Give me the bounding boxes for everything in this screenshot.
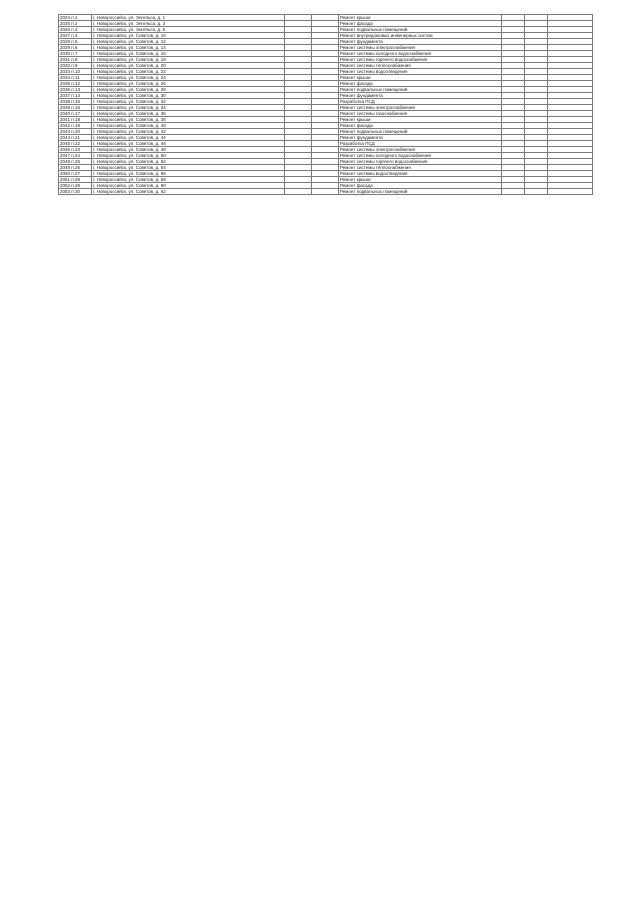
end-year-cell [525, 189, 548, 195]
work-type-cell: Ремонт системы водоотведения [339, 69, 502, 75]
address-cell: г. Новороссийск, ул. Советов, д. 34 [92, 105, 285, 111]
work-type-cell: Ремонт фундамента [339, 135, 502, 141]
row-number-cell: 2038 п.15 [59, 99, 92, 105]
row-number-cell: 2033 п.10 [59, 69, 92, 75]
row-number-cell: 2024 п.1 [59, 15, 92, 21]
work-type-cell: Ремонт крыши [339, 15, 502, 21]
address-cell: г. Новороссийск, ул. Советов, д. 10 [92, 33, 285, 39]
address-cell: г. Новороссийск, ул. Советов, д. 24 [92, 75, 285, 81]
row-number-cell: 2040 п.17 [59, 111, 92, 117]
work-type-cell: Ремонт внутридомовых инженерных систем [339, 33, 502, 39]
row-number-cell: 2039 п.16 [59, 105, 92, 111]
address-cell: г. Новороссийск, ул. Советов, д. 48 [92, 147, 285, 153]
year-commissioned-cell [312, 189, 339, 195]
address-cell: г. Новороссийск, ул. Советов, д. 26 [92, 81, 285, 87]
table-row [59, 189, 593, 195]
address-cell: г. Новороссийск, ул. Советов, д. 20 [92, 63, 285, 69]
work-type-cell: Ремонт системы газоснабжения [339, 111, 502, 117]
row-number-cell: 2029 п.6 [59, 45, 92, 51]
work-type-cell: Ремонт подвальных помещений [339, 87, 502, 93]
row-number-cell: 2048 п.25 [59, 159, 92, 165]
work-type-cell: Ремонт системы электроснабжения [339, 105, 502, 111]
address-cell: г. Новороссийск, ул. Советов, д. 40 [92, 123, 285, 129]
work-type-cell: Ремонт фундамента [339, 93, 502, 99]
work-type-cell: Ремонт подвальных помещений [339, 189, 502, 195]
work-type-cell: Ремонт крыши [339, 117, 502, 123]
row-number-cell: 2034 п.11 [59, 75, 92, 81]
address-cell: г. Новороссийск, ул. Советов, д. 60 [92, 183, 285, 189]
address-cell: г. Новороссийск, ул. Советов, д. 56 [92, 171, 285, 177]
row-number-cell: 2028 п.5 [59, 39, 92, 45]
work-type-cell: Ремонт системы холодного водоснабжения [339, 51, 502, 57]
register-table-body [59, 15, 593, 195]
work-type-cell: Ремонт подвальных помещений [339, 27, 502, 33]
row-number-cell: 2043 п.20 [59, 129, 92, 135]
address-cell: г. Новороссийск, ул. Советов, д. 28 [92, 87, 285, 93]
row-number-cell: 2025 п.2 [59, 21, 92, 27]
address-cell: г. Новороссийск, ул. Советов, д. 52 [92, 159, 285, 165]
work-type-cell: Ремонт системы холодного водоснабжения [339, 153, 502, 159]
row-number-cell: 2052 п.29 [59, 183, 92, 189]
row-number-cell: 2031 п.8 [59, 57, 92, 63]
row-number-cell: 2027 п.4 [59, 33, 92, 39]
address-cell: г. Новороссийск, ул. Советов, д. 46 [92, 141, 285, 147]
row-number-cell: 2042 п.19 [59, 123, 92, 129]
register-table [58, 14, 593, 195]
address-cell: г. Новороссийск, ул. Энгельса, д. 5 [92, 27, 285, 33]
year-built-cell [285, 189, 312, 195]
address-cell: г. Новороссийск, ул. Энгельса, д. 1 [92, 15, 285, 21]
work-type-cell: Разработка ПСД [339, 141, 502, 147]
address-cell: г. Новороссийск, ул. Советов, д. 14 [92, 45, 285, 51]
address-cell: г. Новороссийск, ул. Советов, д. 22 [92, 69, 285, 75]
work-type-cell: Ремонт фасада [339, 183, 502, 189]
work-type-cell: Ремонт фасада [339, 21, 502, 27]
address-cell: г. Новороссийск, ул. Советов, д. 44 [92, 135, 285, 141]
row-number-cell: 2049 п.26 [59, 165, 92, 171]
work-type-cell: Ремонт системы горячего водоснабжения [339, 159, 502, 165]
register-sheet [58, 14, 580, 195]
row-number-cell: 2050 п.27 [59, 171, 92, 177]
row-number-cell: 2044 п.21 [59, 135, 92, 141]
row-number-cell: 2053 п.30 [59, 189, 92, 195]
work-type-cell: Ремонт фундамента [339, 39, 502, 45]
row-number-cell: 2037 п.14 [59, 93, 92, 99]
address-cell: г. Новороссийск, ул. Советов, д. 62 [92, 189, 285, 195]
address-cell: г. Новороссийск, ул. Советов, д. 36 [92, 111, 285, 117]
address-cell: г. Новороссийск, ул. Советов, д. 50 [92, 153, 285, 159]
work-type-cell: Ремонт фасада [339, 81, 502, 87]
address-cell: г. Новороссийск, ул. Советов, д. 12 [92, 39, 285, 45]
address-cell: г. Новороссийск, ул. Советов, д. 16 [92, 51, 285, 57]
row-number-cell: 2035 п.12 [59, 81, 92, 87]
address-cell: г. Новороссийск, ул. Советов, д. 38 [92, 117, 285, 123]
row-number-cell: 2032 п.9 [59, 63, 92, 69]
row-number-cell: 2041 п.18 [59, 117, 92, 123]
work-type-cell: Ремонт системы водоотведения [339, 171, 502, 177]
work-type-cell: Ремонт системы электроснабжения [339, 45, 502, 51]
work-type-cell: Ремонт системы электроснабжения [339, 147, 502, 153]
address-cell: г. Новороссийск, ул. Советов, д. 54 [92, 165, 285, 171]
work-type-cell: Ремонт системы горячего водоснабжения [339, 57, 502, 63]
row-number-cell: 2036 п.13 [59, 87, 92, 93]
address-cell: г. Новороссийск, ул. Советов, д. 32 [92, 99, 285, 105]
work-type-cell: Ремонт системы теплоснабжения [339, 63, 502, 69]
address-cell: г. Новороссийск, ул. Советов, д. 30 [92, 93, 285, 99]
work-type-cell: Разработка ПСД [339, 99, 502, 105]
row-number-cell: 2047 п.24 [59, 153, 92, 159]
row-number-cell: 2030 п.7 [59, 51, 92, 57]
row-number-cell: 2046 п.23 [59, 147, 92, 153]
address-cell: г. Новороссийск, ул. Советов, д. 42 [92, 129, 285, 135]
work-type-cell: Ремонт подвальных помещений [339, 129, 502, 135]
address-cell: г. Новороссийск, ул. Советов, д. 58 [92, 177, 285, 183]
row-number-cell: 2051 п.28 [59, 177, 92, 183]
work-type-cell: Ремонт фасада [339, 123, 502, 129]
address-cell: г. Новороссийск, ул. Энгельса, д. 3 [92, 21, 285, 27]
row-number-cell: 2045 п.22 [59, 141, 92, 147]
work-type-cell: Ремонт крыши [339, 75, 502, 81]
start-year-cell [502, 189, 525, 195]
work-type-cell: Ремонт системы теплоснабжения [339, 165, 502, 171]
work-type-cell: Ремонт крыши [339, 177, 502, 183]
row-number-cell: 2026 п.3 [59, 27, 92, 33]
cost-cell [548, 189, 593, 195]
address-cell: г. Новороссийск, ул. Советов, д. 18 [92, 57, 285, 63]
